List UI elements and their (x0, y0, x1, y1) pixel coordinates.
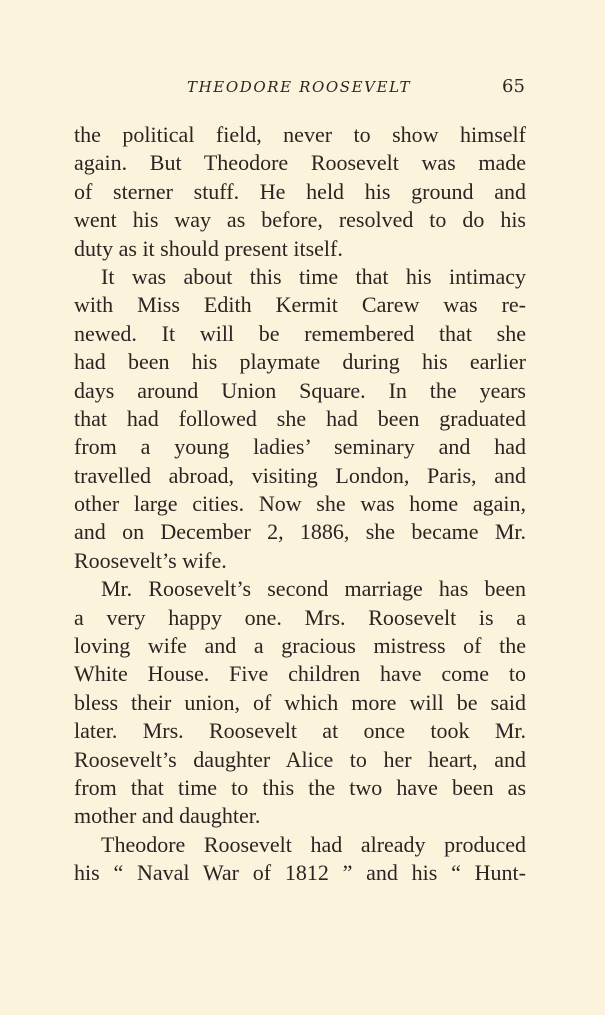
text-line: duty as it should present itself. (74, 235, 343, 261)
text-line: went his way as before, resolved to do his (74, 207, 526, 233)
text-line: his “ Naval War of 1812 ” and his “ Hunt- (74, 860, 526, 886)
body-text (74, 121, 526, 888)
text-line: Theodore Roosevelt had already produced (101, 831, 526, 857)
text-line: White House. Five children have come to (74, 661, 526, 687)
text-line: with Miss Edith Kermit Carew was re- (74, 292, 526, 318)
text-line: other large cities. Now she was home again, (74, 491, 526, 517)
text-line: later. Mrs. Roosevelt at once took Mr. (74, 718, 526, 744)
text-line: and on December 2, 1886, she became Mr. (74, 519, 526, 545)
text-line: days around Union Square. In the years (74, 377, 526, 403)
text-line: the political field, never to show himself (74, 122, 526, 147)
text-line: of sterner stuff. He held his ground and (74, 178, 526, 204)
text-line: loving wife and a gracious mistress of the (74, 633, 526, 659)
text-line: newed. It will be remembered that she (74, 320, 526, 346)
running-title: THEODORE ROOSEVELT (187, 78, 412, 96)
text-line: had been his playmate during his earlier (74, 349, 526, 375)
text-line: Roosevelt’s daughter Alice to her heart, and (74, 746, 526, 772)
text-line: bless their union, of which more will be said (74, 689, 526, 715)
page-number: 65 (502, 76, 525, 97)
running-head (0, 78, 605, 102)
text-line: from that time to this the two have been as (74, 774, 526, 800)
text-line: Roosevelt’s wife. (74, 547, 227, 573)
text-line: a very happy one. Mrs. Roosevelt is a (74, 604, 526, 630)
text-line: travelled abroad, visiting London, Paris, and (74, 462, 526, 488)
text-line: Mr. Roosevelt’s second marriage has been (101, 576, 526, 602)
text-line: It was about this time that his intimacy (101, 263, 526, 289)
text-line: mother and daughter. (74, 803, 261, 829)
text-line: that had followed she had been graduated (74, 405, 526, 431)
text-line: from a young ladies’ seminary and had (74, 434, 526, 460)
text-line: again. But Theodore Roosevelt was made (74, 150, 526, 176)
